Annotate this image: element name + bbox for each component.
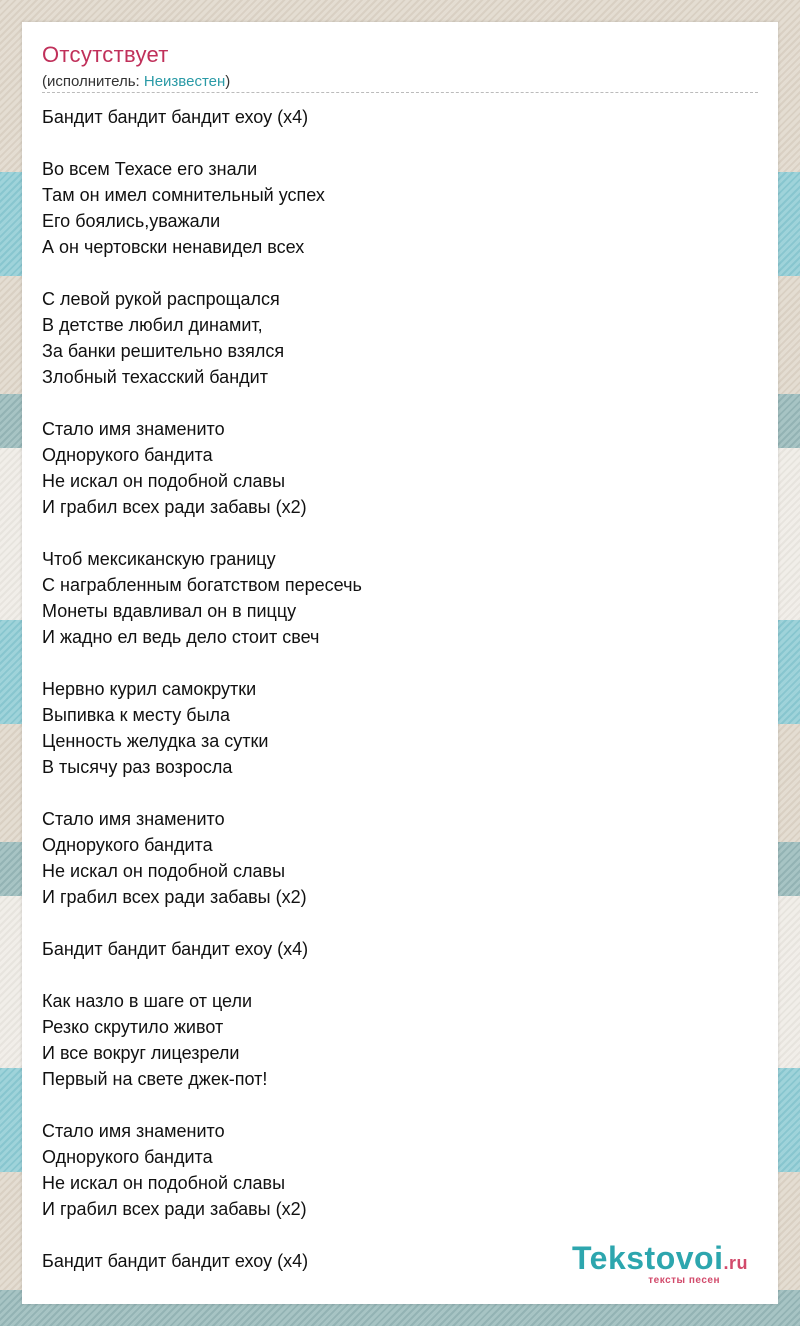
lyric-line: С награбленным богатством пересечь bbox=[42, 575, 362, 595]
lyrics-card bbox=[22, 22, 778, 1304]
song-title: Отсутствует bbox=[42, 42, 169, 67]
lyric-line: Чтоб мексиканскую границу bbox=[42, 549, 276, 569]
lyric-line: Его боялись,уважали bbox=[42, 211, 221, 231]
lyric-line: И грабил всех ради забавы (x2) bbox=[42, 497, 307, 517]
lyric-line: Однорукого бандита bbox=[42, 835, 213, 855]
lyric-line: И грабил всех ради забавы (x2) bbox=[42, 887, 307, 907]
lyric-line: Стало имя знаменито bbox=[42, 809, 225, 829]
lyric-line: А он чертовски ненавидел всех bbox=[42, 237, 305, 257]
lyric-line: Резко скрутило живот bbox=[42, 1017, 224, 1037]
lyric-line: Не искал он подобной славы bbox=[42, 471, 286, 491]
lyric-line: Монеты вдавливал он в пиццу bbox=[42, 601, 297, 621]
lyric-line: С левой рукой распрощался bbox=[42, 289, 280, 309]
lyric-line: Бандит бандит бандит ехоу (x4) bbox=[42, 107, 309, 127]
lyric-line: Нервно курил самокрутки bbox=[42, 679, 257, 699]
lyric-line: Как назло в шаге от цели bbox=[42, 991, 253, 1011]
lyric-blank-line bbox=[42, 962, 362, 988]
lyric-line: Не искал он подобной славы bbox=[42, 1173, 286, 1193]
lyrics-text bbox=[42, 104, 362, 1274]
lyric-line: Бандит бандит бандит ехоу (x4) bbox=[42, 1251, 309, 1271]
artist-link[interactable]: Неизвестен bbox=[143, 73, 226, 90]
lyric-blank-line bbox=[42, 910, 362, 936]
lyric-line: Выпивка к месту была bbox=[42, 705, 231, 725]
lyric-line: И все вокруг лицезрели bbox=[42, 1043, 240, 1063]
lyric-line: И грабил всех ради забавы (x2) bbox=[42, 1199, 307, 1219]
lyric-line: И жадно ел ведь дело стоит свеч bbox=[42, 627, 320, 647]
site-logo[interactable] bbox=[572, 1242, 748, 1286]
lyric-line: Бандит бандит бандит ехоу (x4) bbox=[42, 939, 309, 959]
logo-tld: .ru bbox=[723, 1253, 748, 1273]
lyric-line: Там он имел сомнительный успех bbox=[42, 185, 325, 205]
lyric-line: Во всем Техасе его знали bbox=[42, 159, 258, 179]
lyric-line: За банки решительно взялся bbox=[42, 341, 285, 361]
lyric-line: Однорукого бандита bbox=[42, 445, 213, 465]
lyric-line: Стало имя знаменито bbox=[42, 1121, 225, 1141]
lyric-line: Злобный техасский бандит bbox=[42, 367, 268, 387]
performer-prefix: (исполнитель: bbox=[42, 73, 144, 90]
lyric-blank-line bbox=[42, 650, 362, 676]
lyric-blank-line bbox=[42, 1092, 362, 1118]
divider bbox=[42, 92, 758, 93]
lyric-line: Ценность желудка за сутки bbox=[42, 731, 269, 751]
lyric-blank-line bbox=[42, 130, 362, 156]
lyric-blank-line bbox=[42, 520, 362, 546]
lyric-blank-line bbox=[42, 390, 362, 416]
lyric-line: В детстве любил динамит, bbox=[42, 315, 263, 335]
lyric-blank-line bbox=[42, 1222, 362, 1248]
lyric-line: Стало имя знаменито bbox=[42, 419, 225, 439]
lyric-line: В тысячу раз возросла bbox=[42, 757, 233, 777]
performer-line bbox=[42, 73, 230, 90]
logo-wordmark bbox=[572, 1242, 748, 1279]
lyric-blank-line bbox=[42, 780, 362, 806]
lyric-line: Не искал он подобной славы bbox=[42, 861, 286, 881]
lyric-line: Однорукого бандита bbox=[42, 1147, 213, 1167]
lyric-blank-line bbox=[42, 260, 362, 286]
lyric-line: Первый на свете джек-пот! bbox=[42, 1069, 268, 1089]
logo-name: Tekstovoi bbox=[571, 1240, 724, 1276]
performer-suffix: ) bbox=[225, 73, 231, 90]
logo-tagline: тексты песен bbox=[648, 1275, 720, 1286]
